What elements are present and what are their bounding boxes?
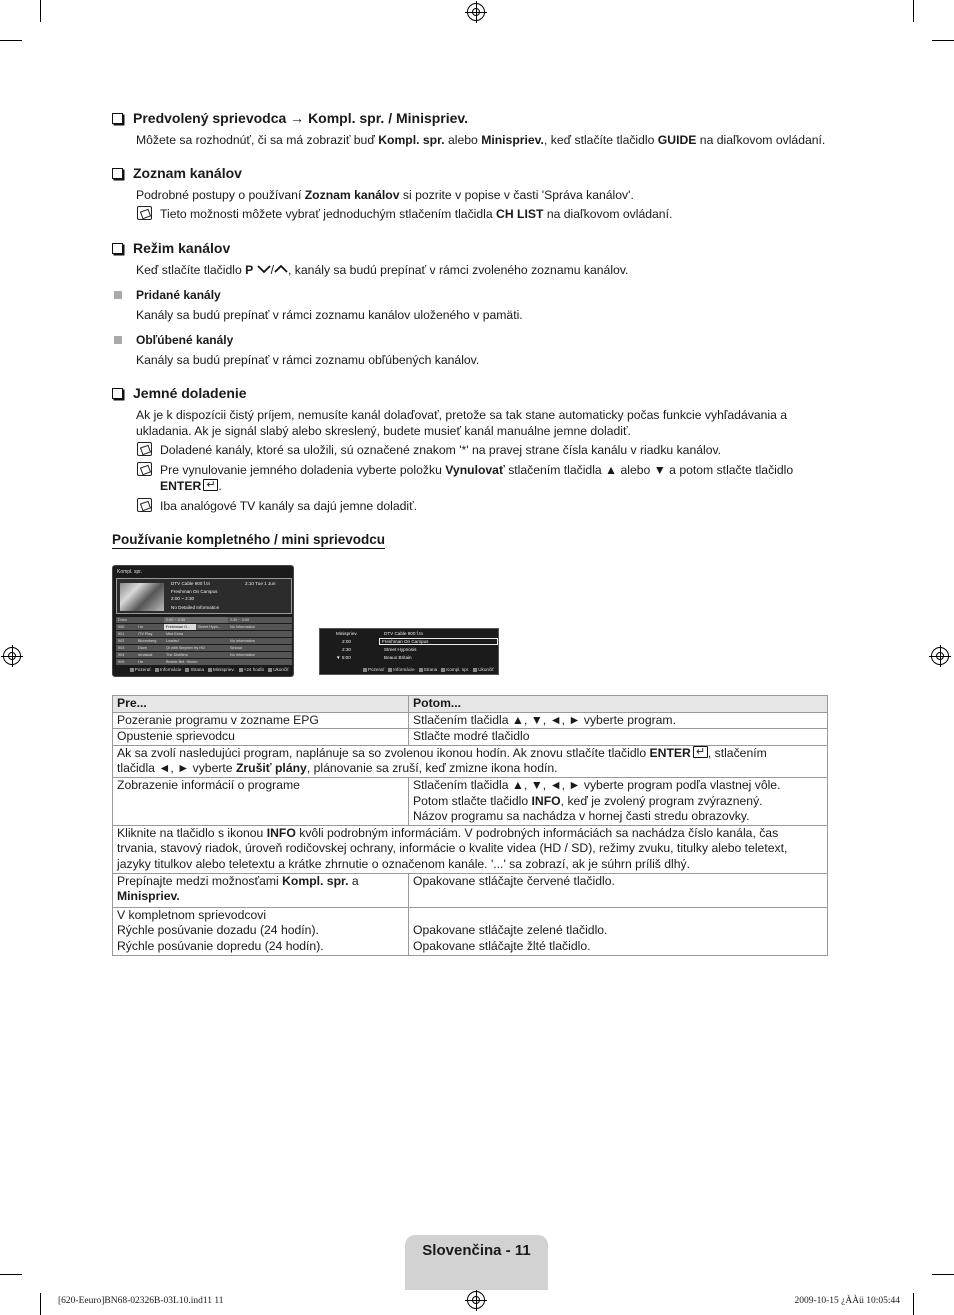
cell: 904 xyxy=(116,652,136,658)
bold: INFO xyxy=(531,793,561,808)
cell: 901 xyxy=(116,631,136,637)
text: , kanály sa budú prepínať v rámci zvoleného zoznamu kanálov. xyxy=(288,263,629,277)
table-cell xyxy=(113,873,409,907)
table-cell xyxy=(113,907,409,955)
text: a xyxy=(348,873,359,888)
line: Opakovane stláčajte zelené tlačidlo. xyxy=(413,923,608,938)
cell: Beside Brit. Sheen xyxy=(164,659,292,665)
mini-time: ▼ 5:00 xyxy=(336,655,351,660)
footer-item: Informácie xyxy=(155,667,181,672)
cell: The Distillers xyxy=(164,652,228,658)
mini-header-row xyxy=(320,630,500,637)
text: , plánovanie sa zruší, keď zmizne ikona hodín. xyxy=(306,761,558,776)
zoznam-text xyxy=(136,187,826,203)
epg-title: Kompl. spr. xyxy=(117,569,143,575)
chevron-up-icon xyxy=(274,264,288,274)
jemne-note-1: Doladené kanály, ktoré sa uložili, sú označené znakom '*' na pravej strane čísla kanálu v riadku kanálov. xyxy=(160,443,722,457)
jemne-note-2: Pre vynulovanie jemného doladenia vyberte položku Vynulovať stlačením tlačidla ▲ alebo ▼ a potom stlačte tlačidlo ENTER↵ . xyxy=(160,462,820,494)
program-thumbnail xyxy=(120,583,164,611)
mini-program: Freshman On Campus xyxy=(379,638,498,645)
text: Pre vynulovanie jemného doladenia vyberte položku xyxy=(160,463,446,477)
checkbox-bullet-icon xyxy=(112,243,123,254)
cell: No Information xyxy=(228,638,292,644)
heading-jemne xyxy=(112,385,247,401)
cell: No Information xyxy=(228,652,292,658)
bold: Minispriev. xyxy=(481,133,544,147)
epg-grid-row[interactable] xyxy=(116,624,292,630)
cell: Dave xyxy=(136,645,164,651)
table-cell: Opakovane stláčajte červené tlačidlo. xyxy=(409,873,828,907)
enter-label: ENTER xyxy=(160,479,202,493)
mini-program: Beauo Britain xyxy=(384,655,412,660)
table-header-cell: Potom... xyxy=(409,696,828,713)
table-cell: Pozeranie programu v zozname EPG xyxy=(113,712,409,729)
epg-grid xyxy=(116,617,292,666)
text: Prepínajte medzi možnosťami xyxy=(117,873,283,888)
epg-footer xyxy=(113,667,289,672)
text: , keď je zvolený program zvýraznený. xyxy=(560,793,763,808)
chevron-down-icon xyxy=(257,264,271,274)
table-row xyxy=(113,907,828,955)
cell: Street Hypn... xyxy=(196,624,228,630)
checkbox-bullet-icon xyxy=(112,113,123,124)
pridane-text: Kanály sa budú prepínať v rámci zoznamu kanálov uloženého v pamäti. xyxy=(136,308,523,322)
footer-item: Strana xyxy=(419,667,438,672)
cell xyxy=(228,631,292,637)
mini-time: 2:30 xyxy=(342,647,351,652)
line xyxy=(413,908,823,924)
registration-mark-icon xyxy=(931,647,949,665)
footer-item: Minispriev. xyxy=(208,667,235,672)
text: na diaľkovom ovládaní. xyxy=(696,133,826,147)
cell: f.tn xyxy=(136,659,164,665)
table-cell: Opustenie sprievodcu xyxy=(113,729,409,746)
cell: QI with Stephen fry HD xyxy=(164,645,228,651)
enter-label: ENTER xyxy=(649,745,691,760)
mini-title: Minispriev. xyxy=(336,631,358,636)
mini-footer xyxy=(320,667,494,672)
bold: INFO xyxy=(266,825,296,840)
footer-item: +24 hodín xyxy=(239,667,265,672)
heading-text: Predvolený sprievodca → Kompl. spr. / Minispriev. xyxy=(133,110,469,126)
cell: Bloomberg xyxy=(136,638,164,644)
enter-icon xyxy=(693,746,708,758)
footer-item: Ukončiť xyxy=(268,667,289,672)
heading-predvoleny xyxy=(112,110,468,126)
crop-mark xyxy=(0,1274,22,1275)
page-number-tab: Slovenčina - 11 xyxy=(405,1235,548,1290)
line: Rýchle posúvanie dozadu (24 hodín). xyxy=(117,923,319,938)
mini-time: 2:00 xyxy=(342,639,351,644)
text: stlačením tlačidla ▲ alebo ▼ a potom stlačte tlačidlo xyxy=(504,463,794,477)
footer-item: Ukončiť xyxy=(473,667,494,672)
text: Môžete sa rozhodnúť, či sa má zobraziť buď xyxy=(136,133,379,147)
checkbox-bullet-icon xyxy=(112,168,123,179)
text: Ak sa zvolí nasledujúci program, naplánuje sa so zvolenou ikonou hodín. Ak znovu stlačíte tlačidlo xyxy=(117,745,650,760)
epg-grid-row[interactable] xyxy=(116,659,292,665)
bold: Zoznam kanálov xyxy=(304,188,400,202)
table-header-cell: Pre... xyxy=(113,696,409,713)
note-icon xyxy=(137,206,152,220)
text: alebo xyxy=(444,133,482,147)
text: Kliknite na tlačidlo s ikonou xyxy=(117,825,267,840)
crop-mark xyxy=(0,40,22,41)
crop-mark xyxy=(932,40,954,41)
table-cell xyxy=(409,907,828,955)
text: na diaľkovom ovládaní. xyxy=(543,207,673,221)
mini-channel: DTV Cable 900 f.tn xyxy=(384,631,424,636)
bold: Minispriev. xyxy=(117,889,180,904)
cell: 903 xyxy=(116,645,136,651)
jemne-note-3: Iba analógové TV kanály sa dajú jemne doladiť. xyxy=(160,499,418,513)
footer-item: Informácie xyxy=(388,667,414,672)
cell: No Information xyxy=(228,624,292,630)
epg-grid-row[interactable] xyxy=(116,652,292,658)
bold: Kompl. spr. xyxy=(378,133,445,147)
text: , keď stlačíte tlačidlo xyxy=(543,133,658,147)
epg-mini-screenshot xyxy=(319,628,499,675)
heading-text: Zoznam kanálov xyxy=(133,165,242,181)
table-cell-wide xyxy=(113,825,828,873)
line: Názov programu sa nachádza v hornej časti stredu obrazovky. xyxy=(413,809,750,824)
mini-row[interactable] xyxy=(320,654,500,661)
bold: GUIDE xyxy=(657,133,697,147)
note-icon xyxy=(137,498,152,512)
epg-info-box xyxy=(116,578,292,614)
enter-icon xyxy=(203,479,218,491)
bold: P xyxy=(245,263,254,277)
action-table xyxy=(112,695,828,956)
heading-rezim xyxy=(112,240,230,256)
registration-mark-icon xyxy=(3,647,21,665)
table-header-row xyxy=(113,696,828,713)
cell: 905 xyxy=(116,659,136,665)
bold: Vynulovať xyxy=(445,463,505,477)
section-title-pouzivanie: Používanie kompletného / mini sprievodcu xyxy=(112,532,386,547)
bold: Kompl. spr. xyxy=(282,873,349,888)
crop-mark xyxy=(40,0,41,22)
epg-detail: No Detailed Information xyxy=(171,605,220,610)
checkbox-bullet-icon xyxy=(112,388,123,399)
line: Stlačením tlačidla ▲, ▼, ◄, ► vyberte program podľa vlastnej vôle. xyxy=(413,777,781,792)
text: Potom stlačte tlačidlo xyxy=(413,793,532,808)
cell: f.tn xyxy=(136,624,164,630)
epg-time: 2:10 Tue 1 Jun xyxy=(245,581,276,586)
cell: 902 xyxy=(116,638,136,644)
cell: 2:00 ~ 2:30 xyxy=(164,617,228,623)
epg-grid-row[interactable] xyxy=(116,638,292,644)
cell: ITV Play xyxy=(136,631,164,637)
epg-grid-row[interactable] xyxy=(116,645,292,651)
footer-item: Pozerať xyxy=(130,667,151,672)
registration-mark-icon xyxy=(467,1291,485,1309)
zoznam-note xyxy=(160,206,820,222)
cell: 2:30 ~ 3:00 xyxy=(228,617,292,623)
mini-program: Street Hypnosis xyxy=(384,647,417,652)
bold: Zrušiť plány xyxy=(235,761,307,776)
table-row xyxy=(113,745,828,777)
table-row xyxy=(113,777,828,825)
line: Opakovane stláčajte žlté tlačidlo. xyxy=(413,938,591,953)
epg-full-screenshot xyxy=(112,565,294,677)
note-icon xyxy=(137,442,152,456)
footer-item: Kompl. spr. xyxy=(441,667,469,672)
cell: Freshman O... xyxy=(164,624,196,630)
predvoleny-text xyxy=(136,132,826,148)
table-row xyxy=(113,825,828,873)
note-icon xyxy=(137,462,152,476)
cell: renascal xyxy=(136,652,164,658)
bold: CH LIST xyxy=(496,207,544,221)
line: Rýchle posúvanie dopredu (24 hodín). xyxy=(117,938,324,953)
table-row xyxy=(113,873,828,907)
crop-mark xyxy=(40,1293,41,1315)
oblubene-text: Kanály sa budú prepínať v rámci zoznamu obľúbených kanálov. xyxy=(136,353,480,367)
heading-text: Režim kanálov xyxy=(133,240,231,256)
text: Keď stlačíte tlačidlo xyxy=(136,263,246,277)
text: si pozrite v popise v časti 'Správa kanálov'. xyxy=(399,188,634,202)
table-cell xyxy=(409,777,828,825)
crop-mark xyxy=(932,1274,954,1275)
text: kvôli podrobným informáciám. V podrobných informáciách sa nachádza číslo kanála, čas trvania, stavový riadok, úroveň rodičovskej ochrany, informácie o kvalite videa (HD / SD), režimy zvuku, titulky alebo teletext, jazyky titulkov alebo teletextu a krátke zhrnutie o označenom kanále. '...' sa zobrazí, ak je súhrn príliš dlhý. xyxy=(117,825,788,871)
cell: Sinbad xyxy=(228,645,292,651)
table-cell-wide xyxy=(113,745,828,777)
print-slug-left: [620-Eeuro]BN68-02326B-03L10.ind11 11 xyxy=(58,1296,224,1306)
registration-mark-icon xyxy=(467,3,485,21)
print-slug-right: 2009-10-15 ¿ÀÀü 10:05:44 xyxy=(794,1296,900,1306)
text: , stlačením tlačidla ◄, ► vyberte xyxy=(117,745,767,776)
table-cell: Stlačením tlačidla ▲, ▼, ◄, ► vyberte program. xyxy=(409,712,828,729)
heading-zoznam xyxy=(112,165,242,181)
square-bullet-icon xyxy=(114,291,122,299)
epg-grid-row[interactable] xyxy=(116,631,292,637)
cell: Loaded xyxy=(164,638,228,644)
rezim-text: Keď stlačíte tlačidlo P / , kanály sa budú prepínať v rámci zvoleného zoznamu kanálov. xyxy=(136,263,629,277)
text: Tieto možnosti môžete vybrať jednoduchým stlačením tlačidla xyxy=(160,207,497,221)
table-cell: Zobrazenie informácií o programe xyxy=(113,777,409,825)
sub-label-pridane: Pridané kanály xyxy=(136,288,221,302)
jemne-paragraph: Ak je k dispozícii čistý príjem, nemusíte kanál dolaďovať, pretože sa tak stane automaticky počas funkcie vyhľadávania a ukladania. Ak je signál slabý alebo skreslený, budete musieť kanál manuálne jemne doladiť. xyxy=(136,408,788,438)
square-bullet-icon xyxy=(114,336,122,344)
mini-row[interactable] xyxy=(320,646,500,653)
epg-program: Freshman On Campus xyxy=(171,589,218,594)
table-row xyxy=(113,729,828,746)
table-row xyxy=(113,712,828,729)
cell: Mint Extra xyxy=(164,631,228,637)
epg-channel: DTV Cable 900 f.tn xyxy=(171,581,211,586)
cell: Dnes xyxy=(116,617,164,623)
epg-grid-header xyxy=(116,617,292,623)
text: Podrobné postupy o používaní xyxy=(136,188,305,202)
footer-item: Pozerať xyxy=(363,667,384,672)
table-cell: Stlačte modré tlačidlo xyxy=(409,729,828,746)
mini-row[interactable] xyxy=(320,638,500,645)
sub-label-oblubene: Obľúbené kanály xyxy=(136,333,234,347)
crop-mark xyxy=(913,0,914,22)
line: V kompletnom sprievodcovi xyxy=(117,907,267,922)
epg-slot: 2:00 ~ 2:30 xyxy=(171,596,195,601)
line xyxy=(413,794,823,810)
footer-item: Strana xyxy=(185,667,204,672)
cell: 900 xyxy=(116,624,136,630)
crop-mark xyxy=(913,1293,914,1315)
heading-text: Jemné doladenie xyxy=(133,385,247,401)
